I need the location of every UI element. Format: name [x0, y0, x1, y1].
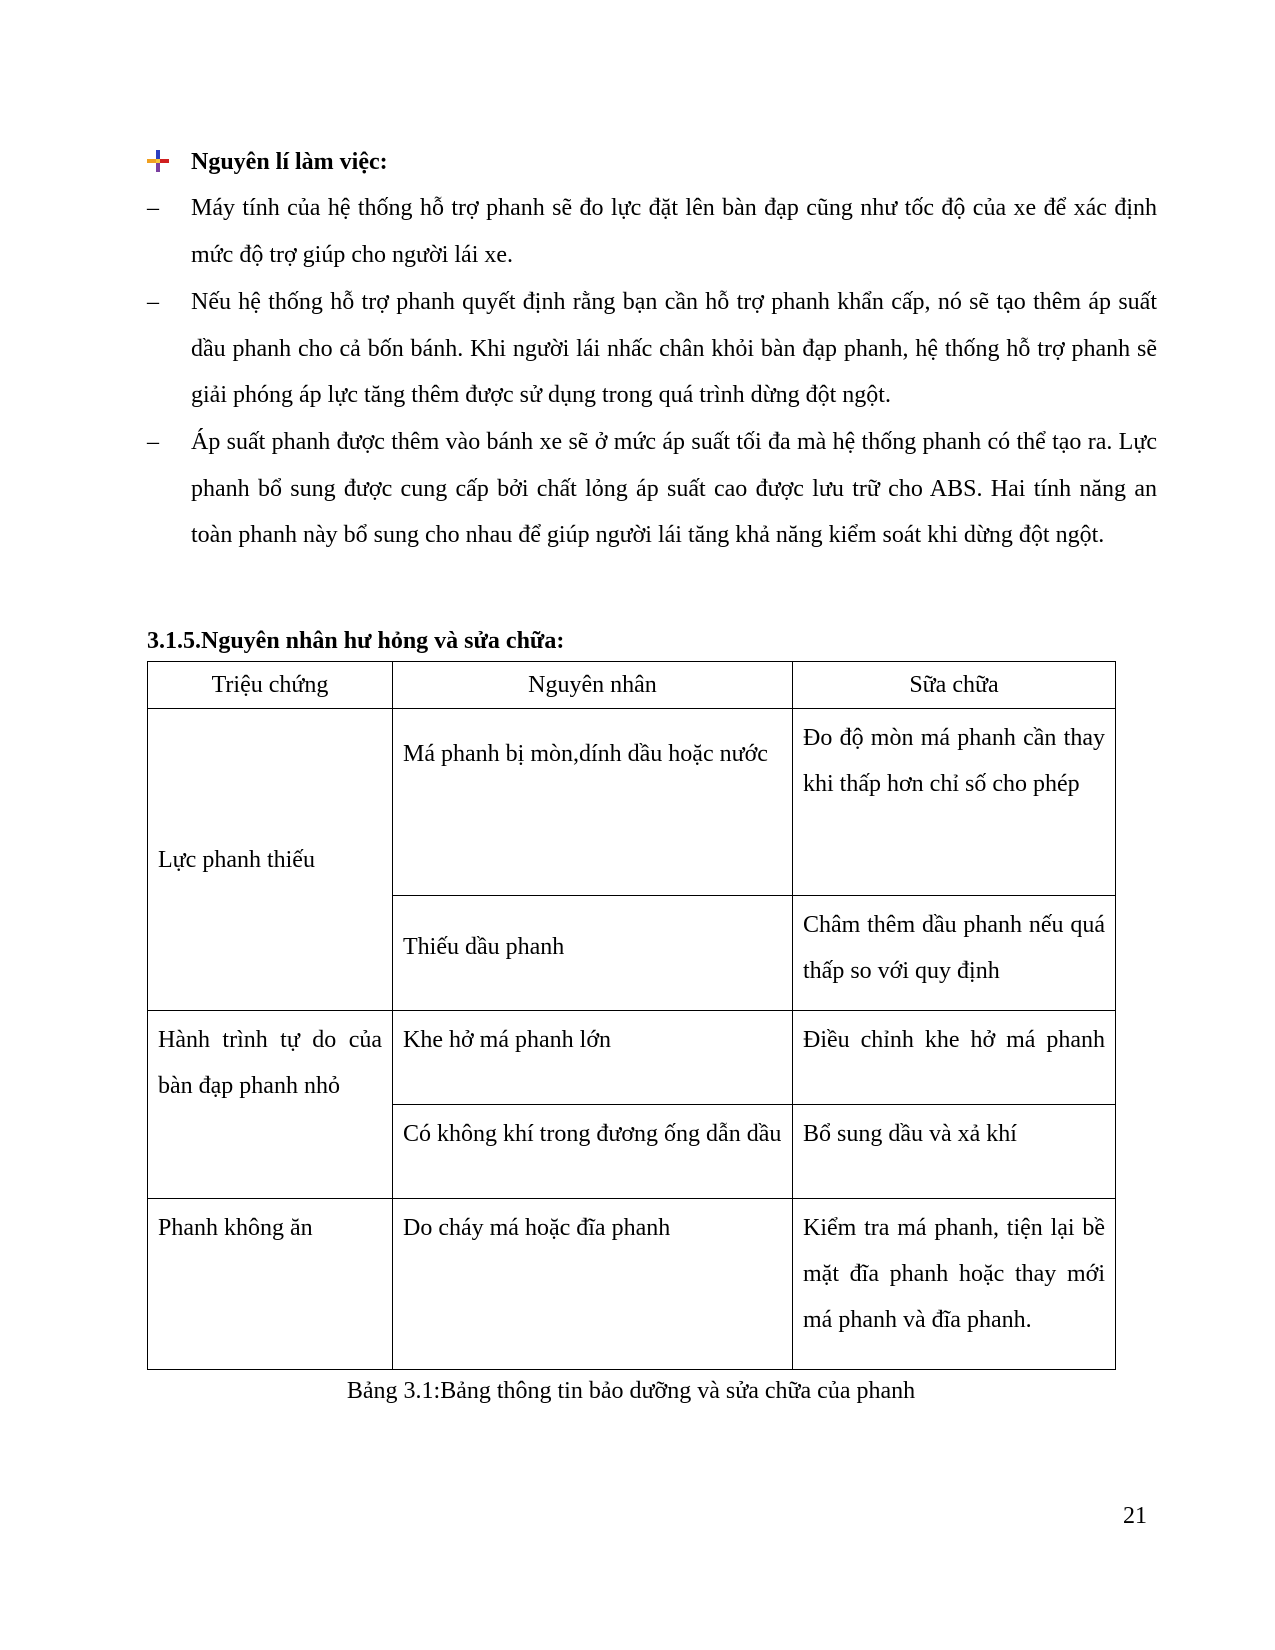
symptom-cell: Lực phanh thiếu	[148, 709, 393, 1011]
section-title: 3.1.5.Nguyên nhân hư hỏng và sửa chữa:	[147, 628, 565, 654]
table-row	[148, 1011, 1116, 1105]
table-caption: Bảng 3.1:Bảng thông tin bảo dưỡng và sửa chữa của phanh	[346, 1378, 916, 1404]
fix-cell: Bổ sung dầu và xả khí	[793, 1105, 1116, 1199]
cause-cell: Thiếu dầu phanh	[393, 896, 793, 1011]
bullet-paragraph	[147, 419, 1157, 605]
paragraph-text: Nếu hệ thống hỗ trợ phanh quyết định rằng bạn cần hỗ trợ phanh khẩn cấp, nó sẽ tạo thêm áp suất dầu phanh cho cả bốn bánh. Khi người lái nhấc chân khỏi bàn đạp phanh, hệ thống hỗ trợ phanh sẽ giải phóng áp lực tăng thêm được sử dụng trong quá trình dừng đột ngột.	[191, 289, 1157, 408]
bullet-paragraph	[147, 279, 1157, 419]
cause-cell: Có không khí trong đương ống dẫn dầu	[393, 1105, 793, 1199]
four-point-star-bullet-icon	[147, 150, 169, 172]
fix-cell: Kiểm tra má phanh, tiện lại bề mặt đĩa phanh hoặc thay mới má phanh và đĩa phanh.	[793, 1199, 1116, 1370]
symptom-cell: Hành trình tự do của bàn đạp phanh nhỏ	[148, 1011, 393, 1199]
dash-marker: –	[147, 429, 159, 455]
dash-marker: –	[147, 195, 159, 221]
cause-cell: Do cháy má hoặc đĩa phanh	[393, 1199, 793, 1370]
fix-cell	[793, 1011, 1116, 1105]
repair-table	[147, 661, 1116, 1370]
table-row	[148, 709, 1116, 896]
fix-cell: Đo độ mòn má phanh cần thay khi thấp hơn chỉ số cho phép	[793, 709, 1116, 896]
cause-cell: Khe hở má phanh lớn	[393, 1011, 793, 1105]
column-header-fix: Sữa chữa	[793, 662, 1116, 709]
page-number: 21	[1123, 1503, 1147, 1529]
column-header-symptom: Triệu chứng	[148, 662, 393, 709]
paragraph-text: Áp suất phanh được thêm vào bánh xe sẽ ở mức áp suất tối đa mà hệ thống phanh có thể tạo ra. Lực phanh bổ sung được cung cấp bởi chất lỏng áp suất cao được lưu trữ cho ABS. Hai tính năng an toàn phanh này bổ sung cho nhau để giúp người lái tăng khả năng kiểm soát khi dừng đột ngột.	[191, 429, 1157, 548]
column-header-cause: Nguyên nhân	[393, 662, 793, 709]
bullet-paragraph	[147, 185, 1157, 279]
cause-cell: Má phanh bị mòn,dính dầu hoặc nước	[393, 709, 793, 896]
paragraph-text: Máy tính của hệ thống hỗ trợ phanh sẽ đo lực đặt lên bàn đạp cũng như tốc độ của xe để xác định mức độ trợ giúp cho người lái xe.	[191, 195, 1157, 268]
dash-marker: –	[147, 289, 159, 315]
fix-cell: Châm thêm dầu phanh nếu quá thấp so với quy định	[793, 896, 1116, 1011]
symptom-cell: Phanh không ăn	[148, 1199, 393, 1370]
heading-text: Nguyên lí làm việc:	[191, 149, 388, 175]
fix-text: Điều chỉnh khe hở má phanh	[803, 1027, 1105, 1053]
table-header-row	[148, 662, 1116, 709]
table-row	[148, 1199, 1116, 1370]
